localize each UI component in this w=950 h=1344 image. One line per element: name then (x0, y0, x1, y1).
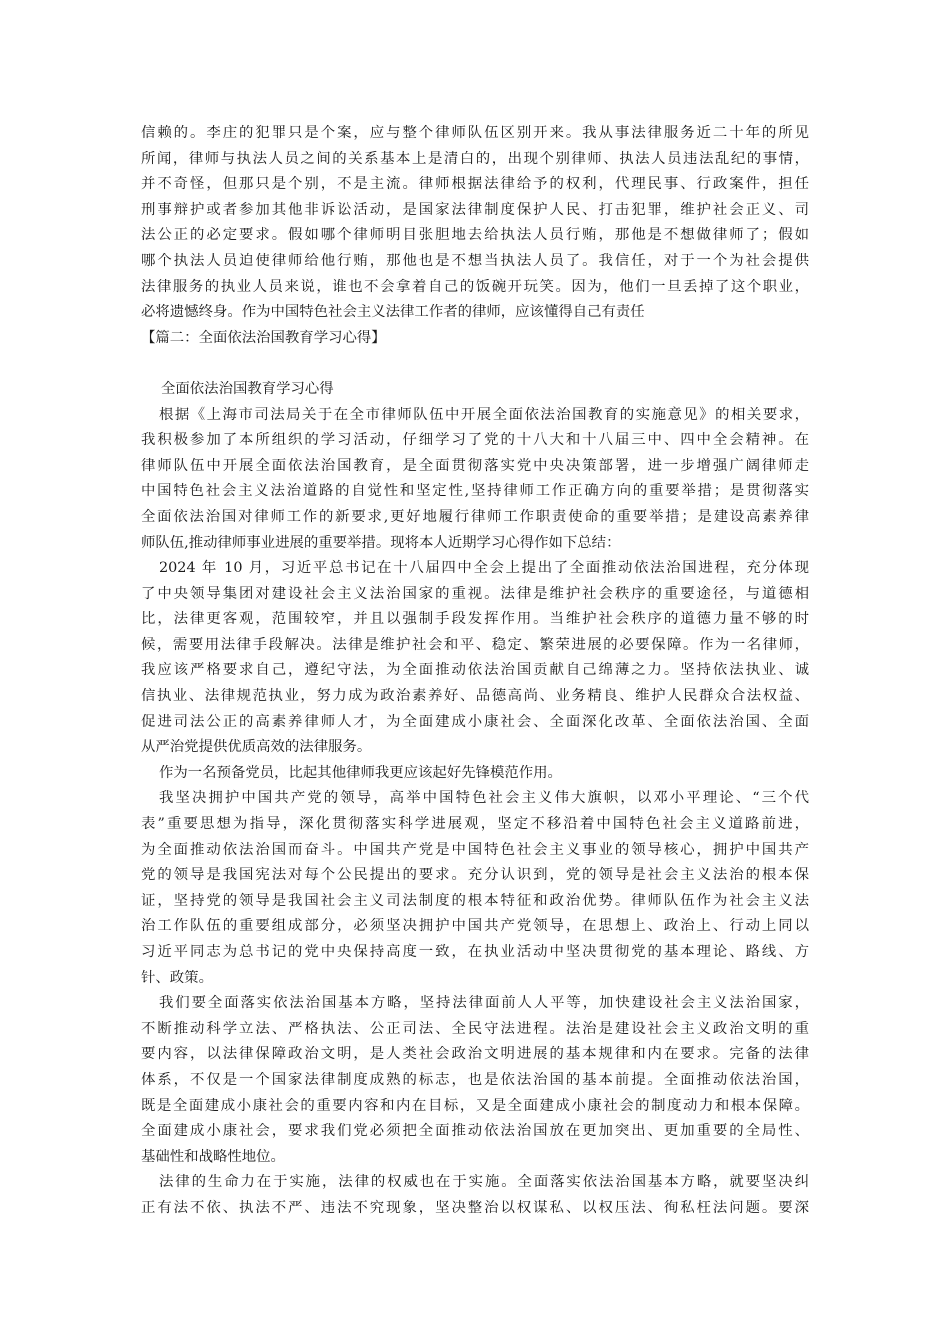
text-line: 候，需要用法律手段解决。法律是维护社会和平、稳定、繁荣进展的必要保障。作为一名律师， (141, 636, 809, 653)
text-line: 2024 年 10 月，习近平总书记在十八届四中全会上提出了全面推动依法治国进程，充分体现 (159, 560, 809, 577)
text-line: 全面建成小康社会，要求我们党必须把全面推动依法治国放在更加突出、更加重要的全局性、 (141, 1123, 809, 1140)
text-line: 比，法律更客观，范围较窄，并且以强制手段发挥作用。当维护社会秩序的道德力量不够的时 (141, 611, 809, 628)
text-line: 师队伍,推动律师事业进展的重要举措。现将本人近期学习心得作如下总结： (141, 534, 621, 551)
text-line: 证，坚持党的领导是我国社会主义司法制度的根本特征和政治优势。律师队伍作为社会主义法 (141, 892, 809, 909)
text-line: 律师队伍中开展全面依法治国教育，是全面贯彻落实党中央决策部署，进一步增强广阔律师走 (141, 457, 809, 474)
text-line: 正有法不依、执法不严、违法不究现象，坚决整治以权谋私、以权压法、徇私枉法问题。要深 (141, 1199, 809, 1216)
blank-line (141, 351, 809, 377)
text-line: 为全面推动依法治国而奋斗。中国共产党是中国特色社会主义事业的领导核心，拥护中国共产 (141, 841, 809, 858)
text-line: 信赖的。李庄的犯罪只是个案，应与整个律师队伍区别开来。我从事法律服务近二十年的所见 (141, 125, 809, 141)
article-title: 全面依法治国教育学习心得 (161, 380, 334, 397)
text-line: 所闻，律师与执法人员之间的关系基本上是清白的，出现个别律师、执法人员违法乱纪的事情， (141, 150, 809, 167)
section-heading: 【篇二：全面依法治国教育学习心得】 (141, 329, 386, 346)
text-line: 法律服务的执业人员来说，谁也不会拿着自己的饭碗开玩笑。因为，他们一旦丢掉了这个职业， (141, 278, 809, 295)
document-body (141, 121, 809, 1222)
text-line: 我坚决拥护中国共产党的领导，高举中国特色社会主义伟大旗帜，以邓小平理论、“三个代 (159, 790, 809, 807)
text-line: 哪个执法人员迫使律师给他行贿，那他也是不想当执法人员了。我信任，对于一个为社会提供 (141, 252, 809, 269)
text-line: 促进司法公正的高素养律师人才，为全面建成小康社会、全面深化改革、全面依法治国、全面 (141, 713, 809, 730)
text-line: 我应该严格要求自己，遵纪守法，为全面推动依法治国贡献自己绵薄之力。坚持依法执业、诚 (141, 662, 809, 679)
text-line: 作为一名预备党员，比起其他律师我更应该起好先锋模范作用。 (159, 764, 562, 781)
text-line: 根据《上海市司法局关于在全市律师队伍中开展全面依法治国教育的实施意见》的相关要求， (159, 406, 809, 423)
text-line: 法律的生命力在于实施，法律的权威也在于实施。全面落实依法治国基本方略，就要坚决纠 (159, 1174, 809, 1191)
text-line: 全面依法治国对律师工作的新要求,更好地履行律师工作职责使命的重要举措；是建设高素养律 (141, 508, 809, 525)
text-line: 我积极参加了本所组织的学习活动，仔细学习了党的十八大和十八届三中、四中全会精神。在 (141, 432, 809, 449)
text-line: 必将遗憾终身。作为中国特色社会主义法律工作者的律师，应该懂得自己有责任 (141, 304, 645, 321)
text-line: 既是全面建成小康社会的重要内容和内在目标，又是全面建成小康社会的制度动力和根本保障。 (141, 1097, 809, 1114)
text-line: 我们要全面落实依法治国基本方略，坚持法律面前人人平等，加快建设社会主义法治国家， (159, 995, 809, 1012)
text-line: 习近平同志为总书记的党中央保持高度一致，在执业活动中坚决贯彻党的基本理论、路线、方 (141, 944, 809, 960)
text-line: 要内容，以法律保障政治文明，是人类社会政治文明进展的基本规律和内在要求。完备的法律 (141, 1046, 809, 1063)
text-line: 治工作队伍的重要组成部分，必须坚决拥护中国共产党领导，在思想上、政治上、行动上同以 (141, 918, 809, 935)
text-line: 中国特色社会主义法治道路的自觉性和坚定性,坚持律师工作正确方向的重要举措；是贯彻落实 (141, 483, 809, 500)
text-line: 并不奇怪，但那只是个别，不是主流。律师根据法律给予的权利，代理民事、行政案件，担任 (141, 176, 809, 193)
text-line: 刑事辩护或者参加其他非诉讼活动，是国家法律制度保护人民、打击犯罪，维护社会正义、司 (141, 201, 809, 218)
text-line: 信执业、法律规范执业，努力成为政治素养好、品德高尚、业务精良、维护人民群众合法权益、 (141, 688, 809, 705)
text-line: 针、政策。 (141, 969, 213, 986)
text-line: 从严治党提供优质高效的法律服务。 (141, 739, 372, 756)
text-line: 党的领导是我国宪法对每个公民提出的要求。充分认识到，党的领导是社会主义法治的根本保 (141, 867, 809, 884)
text-line: 基础性和战略性地位。 (141, 1148, 285, 1165)
text-line: 法公正的必定要求。假如哪个律师明目张胆地去给执法人员行贿，那他是不想做律师了；假如 (141, 227, 809, 244)
text-line: 了中央领导集团对建设社会主义法治国家的重视。法律是维护社会秩序的重要途径，与道德相 (141, 585, 809, 602)
text-line: 表”重要思想为指导，深化贯彻落实科学进展观，坚定不移沿着中国特色社会主义道路前进， (141, 816, 809, 833)
text-line: 不断推动科学立法、严格执法、公正司法、全民守法进程。法治是建设社会主义政治文明的重 (141, 1020, 809, 1037)
text-line: 体系，不仅是一个国家法律制度成熟的标志，也是依法治国的基本前提。全面推动依法治国， (141, 1071, 809, 1088)
